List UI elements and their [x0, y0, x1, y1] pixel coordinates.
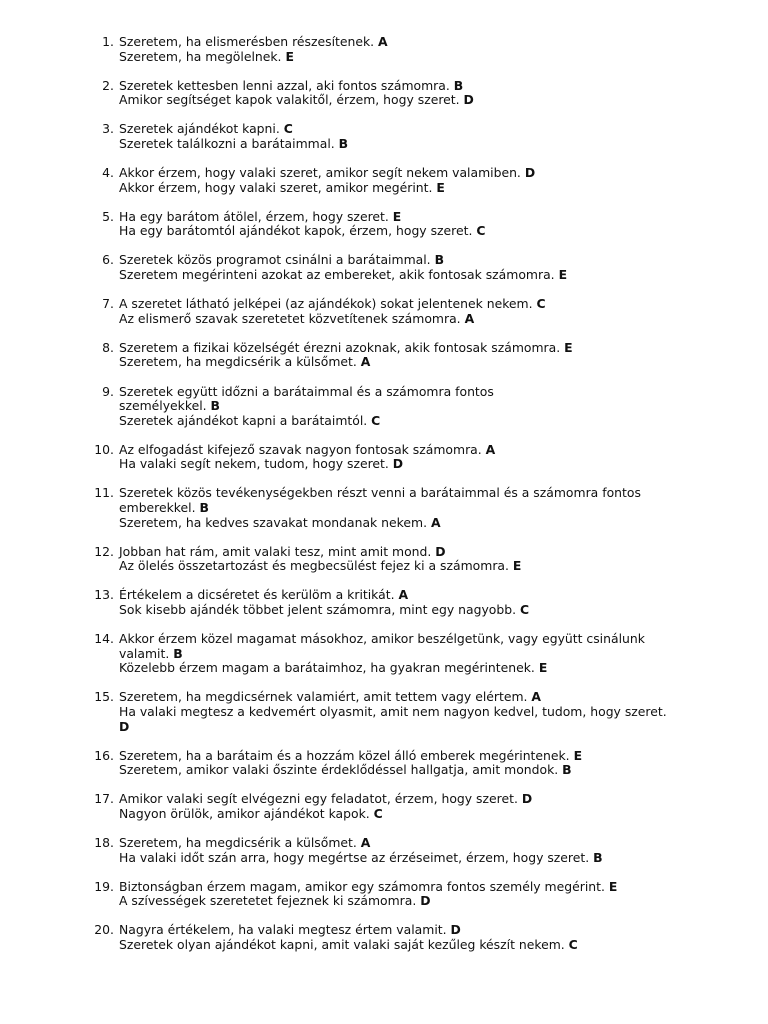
answer-letter: A [378, 34, 388, 49]
statement-text: Szeretem a fizikai közelségét érezni azoknak, akik fontosak számomra. [119, 339, 565, 355]
list-item [0, 122, 709, 151]
answer-letter: E [564, 339, 573, 355]
item-number: 10. [94, 441, 114, 457]
statement-text: Szeretem, ha a barátaim és a hozzám közel álló emberek megérintenek. [119, 747, 574, 763]
list-item [0, 443, 709, 472]
list-item [0, 210, 709, 239]
statement-text: Szeretek kettesben lenni azzal, aki fontos számomra. [119, 77, 454, 93]
answer-letter: C [371, 412, 381, 428]
statement-line [119, 137, 709, 152]
list-item [0, 880, 709, 909]
answer-letter: B [338, 135, 349, 151]
answer-letter: E [608, 878, 618, 894]
answer-letter: E [573, 747, 583, 763]
answer-letter: B [562, 762, 572, 778]
statement-text: Szeretek olyan ajándékot kapni, amit valaki saját kezűleg készít nekem. [119, 937, 569, 953]
statement-text: Az elismerő szavak szeretetet közvetítenek számomra. [119, 310, 465, 326]
statement-line [119, 355, 709, 370]
answer-letter: E [558, 267, 568, 283]
statement-text: Szeretem, ha elismerésben részesítenek. [119, 34, 379, 49]
answer-letter: D [450, 922, 461, 938]
answer-letter: C [568, 937, 578, 953]
statement-text: Ha egy barátomtól ajándékot kapok, érzem, hogy szeret. [119, 223, 477, 239]
statement-text: Akkor érzem, hogy valaki szeret, amikor megérint. [119, 179, 437, 195]
item-number: 16. [94, 747, 114, 763]
statement-line [119, 836, 709, 851]
statement-line [119, 385, 709, 400]
item-number: 11. [94, 485, 114, 501]
statement-text: Szeretem, ha megdicsérnek valamiért, amit tettem vagy elértem. [119, 689, 532, 705]
statement-line [119, 720, 709, 735]
item-number: 19. [94, 878, 114, 894]
statement-text: Szeretem megérinteni azokat az embereket, akik fontosak számomra. [119, 267, 559, 283]
item-number: 17. [94, 791, 114, 807]
statement-text: Ha valaki segít nekem, tudom, hogy szeret. [119, 456, 393, 472]
item-number: 1. [102, 34, 114, 49]
statement-line [119, 647, 709, 662]
item-number: 8. [102, 339, 114, 355]
answer-letter: B [173, 645, 183, 661]
list-item [0, 166, 709, 195]
statement-line [119, 938, 709, 953]
statement-line [119, 399, 709, 414]
statement-text: Jobban hat rám, amit valaki tesz, mint amit mond. [119, 543, 436, 559]
list-item [0, 486, 709, 530]
statement-text: Ha valaki időt szán arra, hogy megértse az érzéseimet, érzem, hogy szeret. [119, 849, 594, 865]
statement-line [119, 297, 709, 312]
statement-text: Nagyon örülök, amikor ajándékot kapok. [119, 805, 374, 821]
statement-line [119, 661, 709, 676]
statement-line [119, 181, 709, 196]
statement-text: valamit. [119, 645, 174, 661]
statement-text: Az ölelés összetartozást és megbecsülést fejez ki a számomra. [119, 558, 513, 574]
item-number: 14. [94, 631, 114, 647]
statement-line [119, 705, 709, 720]
item-number: 13. [94, 587, 114, 603]
answer-letter: A [398, 587, 409, 603]
statement-text: Szeretek ajándékot kapni a barátaimtól. [119, 412, 372, 428]
statement-line [119, 166, 709, 181]
statement-text: Szeretek közös tevékenységekben részt venni a barátaimmal és a számomra fontos [119, 485, 641, 501]
list-item [0, 79, 709, 108]
statement-text: személyekkel. [119, 398, 211, 414]
answer-letter: C [536, 296, 546, 312]
answer-letter: C [283, 121, 293, 137]
statement-line [119, 253, 709, 268]
statement-text: Szeretek ajándékot kapni. [119, 121, 284, 137]
list-item [0, 923, 709, 952]
statement-text: Biztonságban érzem magam, amikor egy számomra fontos személy megérint. [119, 878, 609, 894]
answer-letter: A [430, 514, 441, 530]
statement-line [119, 880, 709, 895]
statement-text: Közelebb érzem magam a barátaimhoz, ha gyakran megérintenek. [119, 660, 539, 676]
item-number: 15. [94, 689, 114, 705]
statement-line [119, 559, 709, 574]
item-number: 6. [102, 252, 114, 268]
statement-line [119, 632, 709, 647]
statement-text: Szeretem, ha kedves szavakat mondanak nekem. [119, 514, 431, 530]
answer-letter: B [199, 500, 209, 516]
statement-line [119, 35, 709, 50]
answer-letter: D [435, 543, 446, 559]
statement-line [119, 690, 709, 705]
statement-text: A szívességek szeretetet fejeznek ki számomra. [119, 893, 421, 909]
list-item [0, 792, 709, 821]
statement-text: Szeretek találkozni a barátaimmal. [119, 135, 339, 151]
item-number: 2. [102, 77, 114, 93]
statement-line [119, 93, 709, 108]
answer-letter: B [593, 849, 603, 865]
answer-letter: A [531, 689, 541, 705]
statement-line [119, 486, 709, 501]
answer-letter: C [476, 223, 486, 239]
item-number: 4. [102, 165, 114, 181]
statement-text: Akkor érzem, hogy valaki szeret, amikor segít nekem valamiben. [119, 165, 525, 181]
list-item [0, 836, 709, 865]
item-number: 5. [102, 208, 114, 224]
statement-text: Szeretem, ha megölelnek. [119, 48, 286, 64]
answer-letter: A [360, 835, 371, 851]
statement-line [119, 923, 709, 938]
statement-line [119, 545, 709, 560]
statement-text: Szeretem, ha megdicsérik a külsőmet. [119, 354, 361, 370]
statement-line [119, 516, 709, 531]
statement-text: Szeretek közös programot csinálni a barátaimmal. [119, 252, 435, 268]
statement-text: Az elfogadást kifejező szavak nagyon fontosak számomra. [119, 441, 486, 457]
item-number: 9. [102, 383, 114, 399]
statement-text: Szeretem, ha megdicsérik a külsőmet. [119, 835, 361, 851]
statement-line [119, 312, 709, 327]
list-item [0, 632, 709, 676]
statement-line [119, 749, 709, 764]
list-item [0, 749, 709, 778]
statement-text: Sok kisebb ajándék többet jelent számomra, mint egy nagyobb. [119, 602, 520, 618]
item-number: 20. [94, 922, 114, 938]
statement-line [119, 894, 709, 909]
statement-line [119, 50, 709, 65]
statement-line [119, 603, 709, 618]
statement-text: Ha egy barátom átölel, érzem, hogy szeret. [119, 208, 393, 224]
answer-letter: D [392, 456, 404, 472]
answer-letter: E [285, 48, 294, 64]
answer-letter: D [521, 791, 533, 807]
statement-line [119, 79, 709, 94]
answer-letter: E [512, 558, 522, 574]
answer-letter: E [392, 208, 402, 224]
statement-line [119, 443, 709, 458]
item-number: 12. [94, 543, 114, 559]
statement-line [119, 341, 709, 356]
questionnaire-list [0, 35, 768, 967]
list-item [0, 690, 709, 734]
statement-text: Akkor érzem közel magamat másokhoz, amikor beszélgetünk, vagy együtt csinálunk [119, 631, 645, 647]
answer-letter: E [538, 660, 548, 676]
answer-letter: B [210, 398, 220, 414]
statement-text: Ha valaki megtesz a kedvemért olyasmit, amit nem nagyon kedvel, tudom, hogy szeret. [119, 704, 667, 719]
statement-line [119, 457, 709, 472]
answer-letter: B [434, 252, 445, 268]
answer-letter: D [119, 718, 130, 734]
statement-line [119, 588, 709, 603]
statement-text: Nagyra értékelem, ha valaki megtesz értem valamit. [119, 922, 451, 938]
statement-text: emberekkel. [119, 500, 200, 516]
answer-letter: E [436, 179, 445, 195]
answer-letter: B [453, 77, 464, 93]
statement-line [119, 763, 709, 778]
list-item [0, 253, 709, 282]
statement-text: Amikor segítséget kapok valakitől, érzem, hogy szeret. [119, 92, 464, 108]
list-item [0, 35, 709, 64]
item-number: 3. [102, 121, 114, 137]
answer-letter: C [373, 805, 383, 821]
statement-line [119, 501, 709, 516]
answer-letter: C [519, 602, 530, 618]
answer-letter: D [524, 165, 536, 181]
list-item [0, 297, 709, 326]
list-item [0, 385, 709, 429]
statement-line [119, 268, 709, 283]
answer-letter: A [485, 441, 496, 457]
statement-line [119, 122, 709, 137]
statement-text: Értékelem a dicséretet és kerülöm a kritikát. [119, 587, 399, 603]
statement-line [119, 851, 709, 866]
list-item [0, 545, 709, 574]
statement-line [119, 210, 709, 225]
statement-text: A szeretet látható jelképei (az ajándékok) sokat jelentenek nekem. [119, 296, 537, 312]
item-number: 18. [94, 835, 114, 851]
answer-letter: D [463, 92, 474, 108]
statement-line [119, 414, 709, 429]
statement-text: Szeretem, amikor valaki őszinte érdeklődéssel hallgatja, amit mondok. [119, 762, 563, 778]
statement-line [119, 792, 709, 807]
answer-letter: A [464, 310, 475, 326]
list-item [0, 588, 709, 617]
answer-letter: D [420, 893, 431, 909]
statement-text: Amikor valaki segít elvégezni egy feladatot, érzem, hogy szeret. [119, 791, 522, 807]
item-number: 7. [102, 296, 114, 312]
statement-line [119, 224, 709, 239]
statement-text: Szeretek együtt időzni a barátaimmal és a számomra fontos [119, 383, 494, 399]
answer-letter: A [360, 354, 371, 370]
list-item [0, 341, 709, 370]
statement-line [119, 807, 709, 822]
